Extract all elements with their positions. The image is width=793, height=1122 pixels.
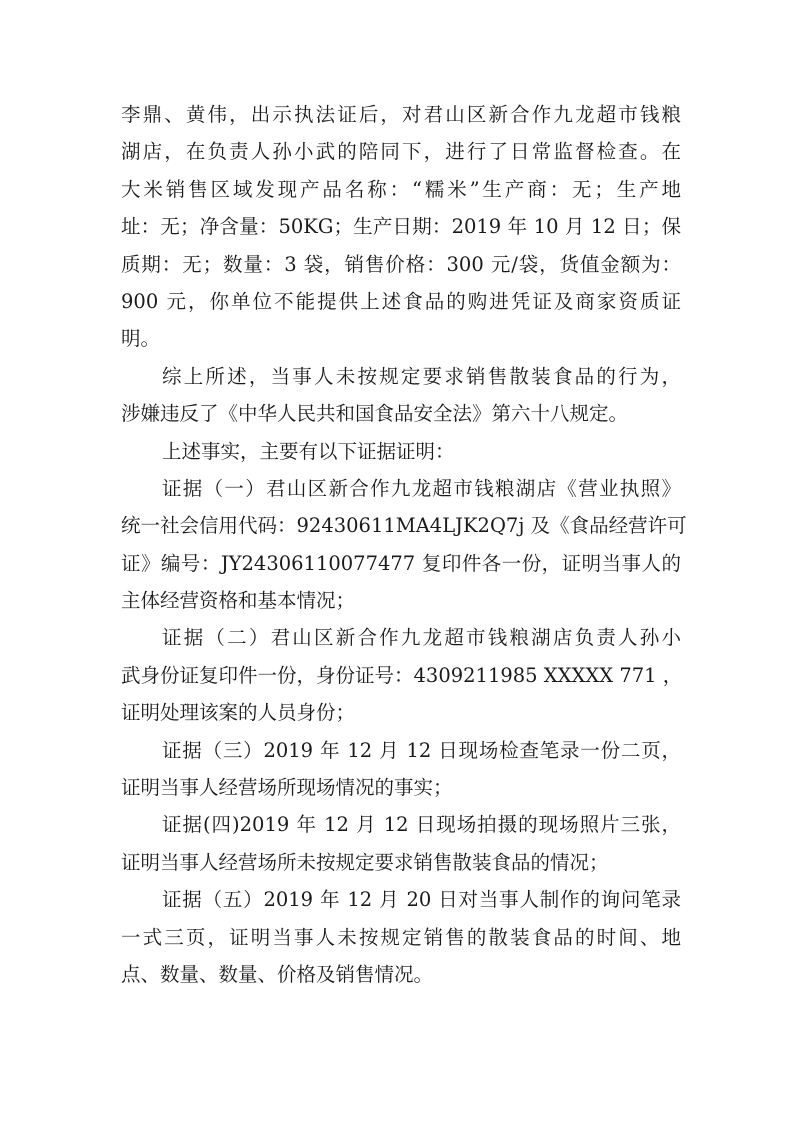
text-line: 900 元，你单位不能提供上述食品的购进凭证及商家资质证 [121, 289, 681, 313]
text-line: 武身份证复印件一份，身份证号：4309211985 XXXXX 771 ， [121, 663, 683, 687]
text-line: 明。 [121, 327, 161, 351]
paragraph-evidence-4 [121, 806, 681, 881]
text-line: 证据（二）君山区新合作九龙超市钱粮湖店负责人孙小 [162, 626, 681, 650]
paragraph-summary [121, 358, 681, 433]
text-line: 上述事实，主要有以下证据证明： [162, 439, 455, 463]
text-line: 证据（三）2019 年 12 月 12 日现场检查笔录一份二页， [162, 738, 681, 762]
text-line: 大米销售区域发现产品名称：“糯米”生产商：无；生产地 [121, 177, 681, 201]
text-line: 涉嫌违反了《中华人民共和国食品安全法》第六十八规定。 [121, 402, 629, 426]
text-line: 证明当事人经营场所未按规定要求销售散装食品的情况； [121, 850, 609, 874]
paragraph-evidence-3 [121, 732, 681, 807]
text-line: 李鼎、黄伟，出示执法证后，对君山区新合作九龙超市钱粮 [121, 103, 681, 126]
text-line: 湖店，在负责人孙小武的陪同下，进行了日常监督检查。在 [121, 140, 681, 164]
text-line: 证据（五）2019 年 12 月 20 日对当事人制作的询问笔录 [162, 888, 681, 912]
paragraph-evidence-2 [121, 619, 681, 731]
text-line: 证》编号：JY24306110077477 复印件各一份，证明当事人的 [121, 551, 681, 575]
paragraph-evidence-5 [121, 881, 681, 993]
text-line: 一式三页，证明当事人未按规定销售的散装食品的时间、地 [121, 925, 681, 949]
text-line: 证据（一）君山区新合作九龙超市钱粮湖店《营业执照》 [162, 476, 681, 500]
paragraph-evidence-1 [121, 470, 687, 620]
text-line: 证明当事人经营场所现场情况的事实； [121, 776, 453, 800]
text-line: 点、数量、数量、价格及销售情况。 [121, 962, 434, 986]
paragraph-evidence-intro [121, 433, 681, 470]
text-line: 址：无；净含量：50KG；生产日期：2019 年 10 月 12 日；保 [121, 215, 681, 239]
text-line: 主体经营资格和基本情况； [121, 589, 356, 613]
text-line: 证据(四)2019 年 12 月 12 日现场拍摄的现场照片三张， [162, 813, 681, 837]
document-body [121, 96, 687, 993]
text-line: 证明处理该案的人员身份； [121, 701, 356, 725]
text-line: 综上所述，当事人未按规定要求销售散装食品的行为， [162, 364, 681, 388]
text-line: 质期：无；数量：3 袋，销售价格：300 元/袋，货值金额为： [121, 252, 681, 276]
text-line: 统一社会信用代码：92430611MA4LJK2Q7j 及《食品经营许可 [121, 514, 687, 538]
paragraph-inspection-findings [121, 96, 681, 358]
